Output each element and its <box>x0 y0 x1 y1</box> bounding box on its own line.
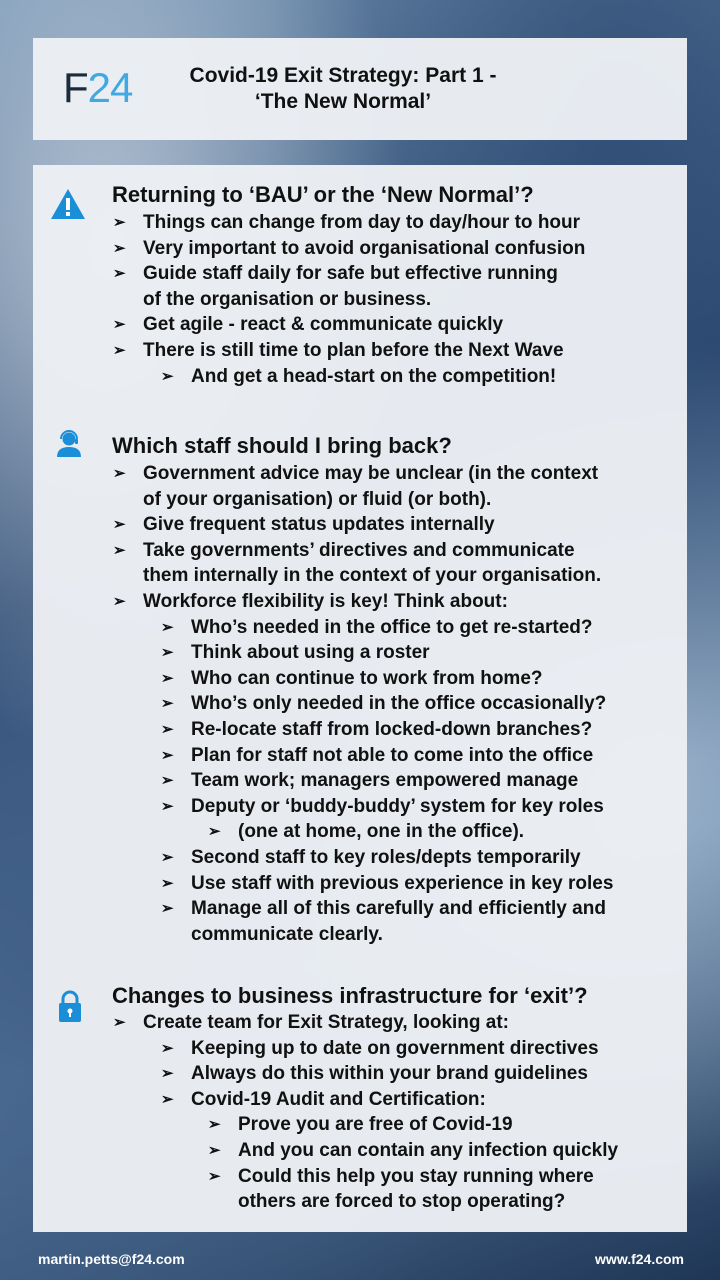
list-item: ➢ Always do this within your brand guidelines <box>161 1063 588 1085</box>
list-item: ➢ Create team for Exit Strategy, looking at: <box>113 1012 510 1033</box>
list-item: ➢ Who can continue to work from home? <box>161 667 543 689</box>
list-item: ➢ Second staff to key roles/depts temporarily <box>161 847 581 868</box>
list-item: ➢ Take governments’ directives and communicate <box>113 539 575 561</box>
list-item-continuation: of your organisation) or fluid (or both). <box>143 488 492 510</box>
title-line-1: Covid-19 Exit Strategy: Part 1 - <box>189 64 497 87</box>
list-item: ➢ And you can contain any infection quickly <box>208 1140 619 1161</box>
support-agent-icon <box>55 430 83 458</box>
section-title-infrastructure: Changes to business infrastructure for ‘exit’? <box>112 983 588 1008</box>
padlock-icon <box>58 989 82 1023</box>
list-item: ➢ Deputy or ‘buddy-buddy’ system for key roles <box>161 795 604 817</box>
header-panel <box>33 38 687 140</box>
list-item: ➢ Very important to avoid organisational confusion <box>113 237 586 259</box>
section-title-staff: Which staff should I bring back? <box>112 433 452 458</box>
list-item: ➢ Give frequent status updates internally <box>113 514 495 536</box>
list-item: ➢ Manage all of this carefully and efficiently and <box>161 898 606 920</box>
list-item: ➢ Think about using a roster <box>161 642 430 664</box>
footer-email-link[interactable]: martin.petts@f24.com <box>38 1251 185 1267</box>
list-item: ➢ There is still time to plan before the Next Wave <box>113 340 564 361</box>
footer-website-link[interactable]: www.f24.com <box>595 1251 684 1267</box>
list-item-continuation: communicate clearly. <box>191 923 383 945</box>
list-item: ➢ Get agile - react & communicate quickly <box>113 314 504 336</box>
f24-logo: F24 <box>63 64 133 111</box>
list-item-continuation: others are forced to stop operating? <box>238 1191 566 1213</box>
list-item: ➢ Team work; managers empowered manage <box>161 770 579 792</box>
list-item: ➢ Re-locate staff from locked-down branches? <box>161 719 593 740</box>
list-item: ➢ Could this help you stay running where <box>208 1165 594 1187</box>
list-item: ➢ Use staff with previous experience in key roles <box>161 872 614 894</box>
list-item: ➢ Things can change from day to day/hour to hour <box>113 212 581 233</box>
content-panel <box>33 165 687 1232</box>
list-item: ➢ Covid-19 Audit and Certification: <box>161 1088 486 1110</box>
list-item: ➢ Plan for staff not able to come into the office <box>161 744 594 766</box>
section-title-bau: Returning to ‘BAU’ or the ‘New Normal’? <box>112 182 534 207</box>
list-item: ➢ Who’s needed in the office to get re-started? <box>161 616 593 638</box>
list-item-continuation: of the organisation or business. <box>143 288 432 310</box>
list-item: ➢ Keeping up to date on government directives <box>161 1037 599 1059</box>
list-item: ➢ Government advice may be unclear (in the context <box>113 463 599 484</box>
list-item-continuation: them internally in the context of your organisation. <box>143 565 602 587</box>
title-line-2: ‘The New Normal’ <box>254 90 432 113</box>
warning-icon <box>50 188 86 220</box>
list-item: ➢ (one at home, one in the office). <box>208 821 525 843</box>
list-item: ➢ Prove you are free of Covid-19 <box>208 1114 513 1136</box>
page-title <box>143 63 543 115</box>
list-item: ➢ Workforce flexibility is key! Think about: <box>113 591 508 612</box>
list-item: ➢ And get a head-start on the competition! <box>161 365 557 387</box>
list-item: ➢ Guide staff daily for safe but effective running <box>113 263 558 285</box>
list-item: ➢ Who’s only needed in the office occasionally? <box>161 693 607 715</box>
